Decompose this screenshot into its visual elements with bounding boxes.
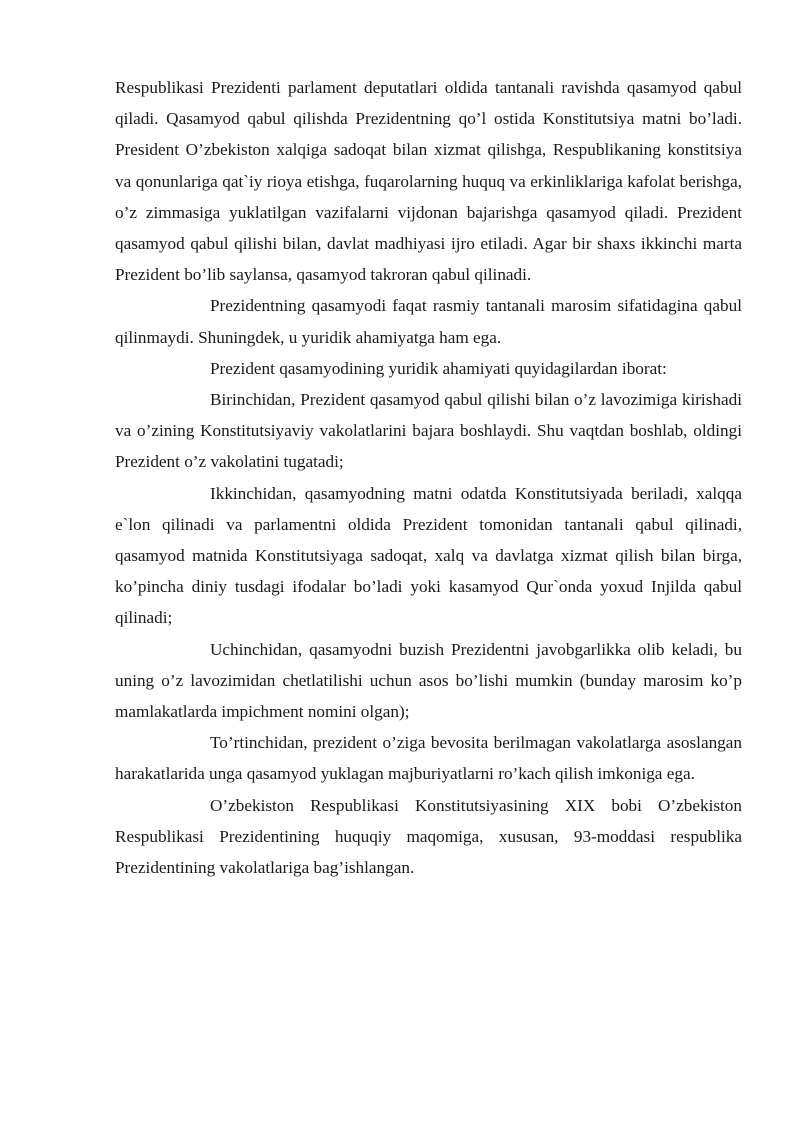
paragraph-third-point: Uchinchidan, qasamyodni buzish Prezidentni javobgarlikka olib keladi, bu uning o’z lavozimidan chetlatilishi uchun asos bo’lishi mumkin (bunday marosim ko’p mamlakatlarda impichment nomini olgan); [115, 639, 742, 722]
document-body [115, 72, 742, 883]
paragraph-oath-significance: Prezidentning qasamyodi faqat rasmiy tantanali marosim sifatidagina qabul qilinmaydi. Shuningdek, u yuridik ahamiyatga ham ega. [115, 296, 742, 347]
paragraph-constitution-chapter: O’zbekiston Respublikasi Konstitutsiyasining XIX bobi O’zbekiston Respublikasi Prezidentining huquqiy maqomiga, xususan, 93-moddasi respublika Prezidentining vakolatlariga bag’ishlangan. [115, 795, 742, 878]
paragraph-second-point: Ikkinchidan, qasamyodning matni odatda Konstitutsiyada beriladi, xalqqa e`lon qilinadi va parlamentni oldida Prezident tomonidan tantanali qabul qilinadi, qasamyod matnida Konstitutsiyaga sadoqat, xalq va davlatga xizmat qilish bilan birga, ko’pincha diniy tusdagi ifodalar bo’ladi yoki kasamyod Qur`onda yoxud Injilda qabul qilinadi; [115, 483, 742, 628]
paragraph-fourth-point: To’rtinchidan, prezident o’ziga bevosita berilmagan vakolatlarga asoslangan harakatlarida unga qasamyod yuklagan majburiyatlarni ro’kach qilish imkoniga ega. [115, 733, 742, 784]
paragraph-legal-meaning-intro: Prezident qasamyodining yuridik ahamiyati quyidagilardan iborat: [210, 358, 667, 378]
paragraph-oath-ceremony: Respublikasi Prezidenti parlament deputatlari oldida tantanali ravishda qasamyod qabul qiladi. Qasamyod qabul qilishda Prezidentning qo’l ostida Konstitutsiya matni bo’ladi. President O’zbekiston xalqiga sadoqat bilan xizmat qilishga, Respublikaning konstitsiya va qonunlariga qat`iy rioya etishga, fuqarolarning huquq va erkinliklariga kafolat berishga, o’z zimmasiga yuklatilgan vazifalarni vijdonan bajarishga qasamyod qiladi. Prezident qasamyod qabul qilishi bilan, davlat madhiyasi ijro etiladi. Agar bir shaxs ikkinchi marta Prezident bo’lib saylansa, qasamyod takroran qabul qilinadi. [115, 78, 742, 285]
paragraph-first-point: Birinchidan, Prezident qasamyod qabul qilishi bilan o’z lavozimiga kirishadi va o’zining Konstitutsiyaviy vakolatlarini bajara boshlaydi. Shu vaqtdan boshlab, oldingi Prezident o’z vakolatini tugatadi; [115, 390, 742, 472]
